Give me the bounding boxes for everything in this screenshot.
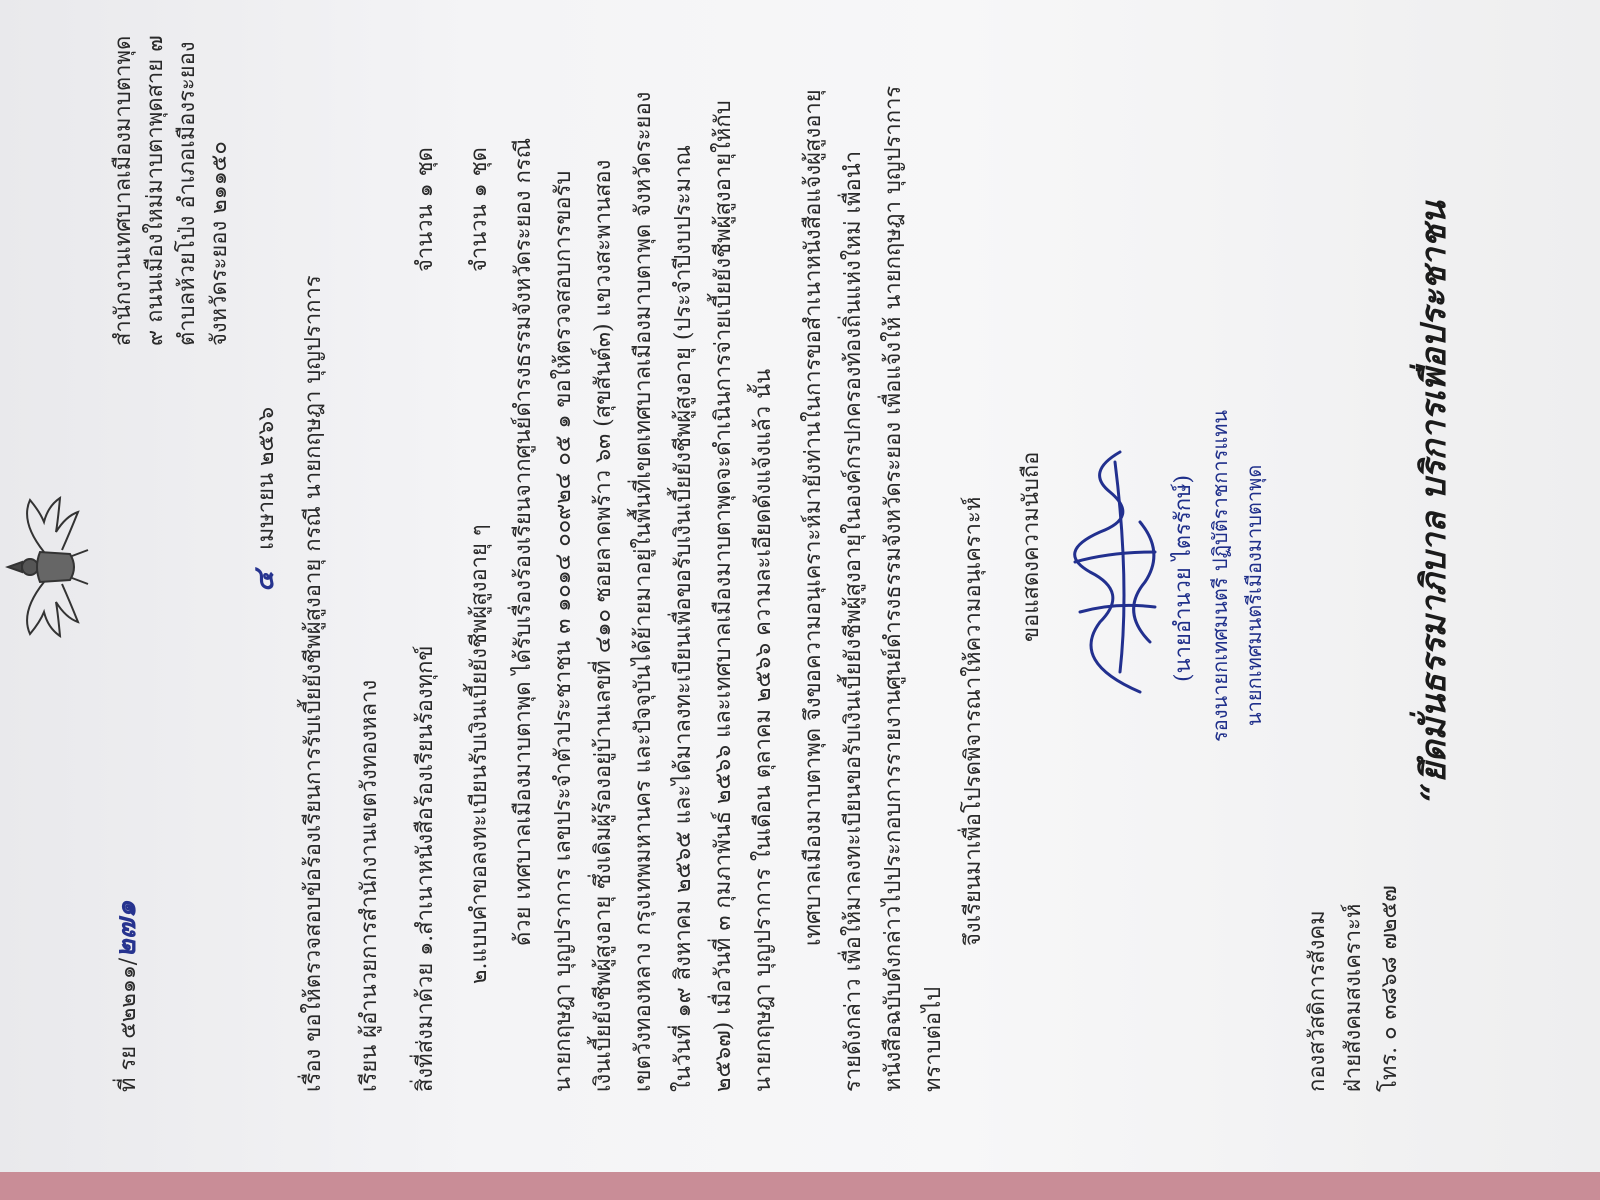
body-1-line-2: นายกฤษฎา บุญปราการ เลขประจำตัวประชาชน ๓ ๑๐๑๔ ๐๐๙๒๔ ๐๕ ๑ ขอให้ตรวจสอบการขอรับ	[551, 170, 576, 1092]
body-1-line-6: ๒๕๖๗) เมื่อวันที่ ๓ กุมภาพันธ์ ๒๕๖๖ และเทศบาลเมืองมาบตาพุดจะดำเนินการจ่ายเบี้ยยังชีพผู้สูงอายุให้กับ	[711, 100, 736, 1092]
date-day-handwritten: ๔	[247, 570, 280, 592]
body-1-line-4: เขตวังทองหลาง กรุงเทพมหานคร และปัจจุบันได้ย้ายมาอยู่ในพื้นที่เขตเทศบาลเมืองมาบตาพุด จังหวัดระยอง	[631, 91, 656, 1092]
signer-title-2: นายกเทศมนตรีเมืองมาบตาพุด	[1242, 464, 1266, 726]
enclosure-1: สิ่งที่ส่งมาด้วย ๑.สำเนาหนังสือร้องเรียนร้องทุกข์	[413, 645, 438, 1092]
slogan: “ยึดมั่นธรรมาภิบาล บริการเพื่อประชาชน	[1414, 201, 1454, 802]
body-1-line-7: นายกฤษฎา บุญปราการ ในเดือน ตุลาคม ๒๕๖๖ ความละเอียดดังแจ้งแล้ว นั้น	[751, 368, 776, 1092]
dept-line-2: ฝ่ายสังคมสงเคราะห์	[1341, 903, 1366, 1092]
office-line-2: ๙ ถนนเมืองใหม่มาบตาพุดสาย ๗	[143, 35, 168, 346]
body-1-line-1: ด้วย เทศบาลเมืองมาบตาพุด ได้รับเรื่องร้องเรียนจากศูนย์ดำรงธรรมจังหวัดระยอง กรณี	[511, 137, 536, 946]
date-month-year: เมษายน ๒๕๖๖	[254, 406, 279, 550]
reference-prefix: ที่ รย ๕๒๒๑๑/	[116, 957, 141, 1092]
body-2-line-3: หนังสือฉบับดังกล่าวไปประกอบการรายงานศูนย์ดำรงธรรมจังหวัดระยอง เพื่อแจ้งให้ นายกฤษฎา บุญปราการ	[881, 85, 906, 1092]
signer-name: (นายอำนวย ไตรรักษ์)	[1171, 474, 1196, 682]
body-1-line-3: เงินเบี้ยยังชีพผู้สูงอายุ ซึ่งเดิมผู้ร้องอยู่บ้านเลขที่ ๔๑๐ ซอยลาดพร้าว ๖๓ (สุขสันต์๓) แขวงสะพานสอง	[591, 159, 616, 1092]
office-line-4: จังหวัดระยอง ๒๑๑๕๐	[207, 141, 232, 346]
body-1-line-5: ในวันที่ ๑๙ สิงหาคม ๒๕๖๕ และได้มาลงทะเบียนเพื่อขอรับเงินเบี้ยยังชีพผู้สูงอายุ (ประจำปีงบประมาณ	[671, 145, 696, 1092]
enclosure-2-count: จำนวน ๑ ชุด	[467, 147, 492, 272]
dept-line-3: โทร. ๐ ๓๘๖๘ ๗๒๕๗	[1377, 885, 1402, 1092]
letter-date	[247, 406, 281, 592]
recipient: เรียน ผู้อำนวยการสำนักงานเขตวังทองหลาง	[357, 679, 382, 1092]
enclosure-2: ๒.แบบคำขอลงทะเบียนรับเงินเบี้ยยังชีพผู้สูงอายุ ๆ	[467, 524, 492, 984]
closing-salutation: ขอแสดงความนับถือ	[1019, 451, 1044, 642]
reference-handwritten-number: ๒๗๑	[109, 900, 142, 958]
body-2-line-4: ทราบต่อไป	[921, 986, 946, 1092]
office-line-1: สำนักงานเทศบาลเมืองมาบตาพุด	[111, 35, 136, 346]
reference-number	[109, 900, 143, 1093]
subject: เรื่อง ขอให้ตรวจสอบข้อร้องเรียนการรับเบี้ยยังชีพผู้สูงอายุ กรณี นายกฤษฎา บุญปราการ	[301, 275, 326, 1092]
enclosure-1-count: จำนวน ๑ ชุด	[413, 147, 438, 272]
signature-mark	[1060, 442, 1170, 702]
closing-request: จึงเรียนมาเพื่อโปรดพิจารณาให้ความอนุเคราะห์	[961, 496, 986, 946]
signer-title-1: รองนายกเทศมนตรี ปฏิบัติราชการแทน	[1208, 409, 1232, 742]
office-line-3: ตำบลห้วยโป่ง อำเภอเมืองระยอง	[175, 41, 200, 346]
body-2-line-2: รายดังกล่าว เพื่อให้มาลงทะเบียนขอรับเงินเบี้ยยังชีพผู้สูงอายุในองค์กรปกครองท้องถิ่นแห่งใหม่ เพื่อนำ	[841, 150, 866, 1092]
dept-line-1: กองสวัสดิการสังคม	[1305, 910, 1330, 1092]
body-2-line-1: เทศบาลเมืองมาบตาพุด จึงขอความอนุเคราะห์มายังท่านในการขอสำเนาหนังสือแจ้งผู้สูงอายุ	[801, 89, 826, 946]
garuda-emblem-icon	[0, 492, 92, 642]
